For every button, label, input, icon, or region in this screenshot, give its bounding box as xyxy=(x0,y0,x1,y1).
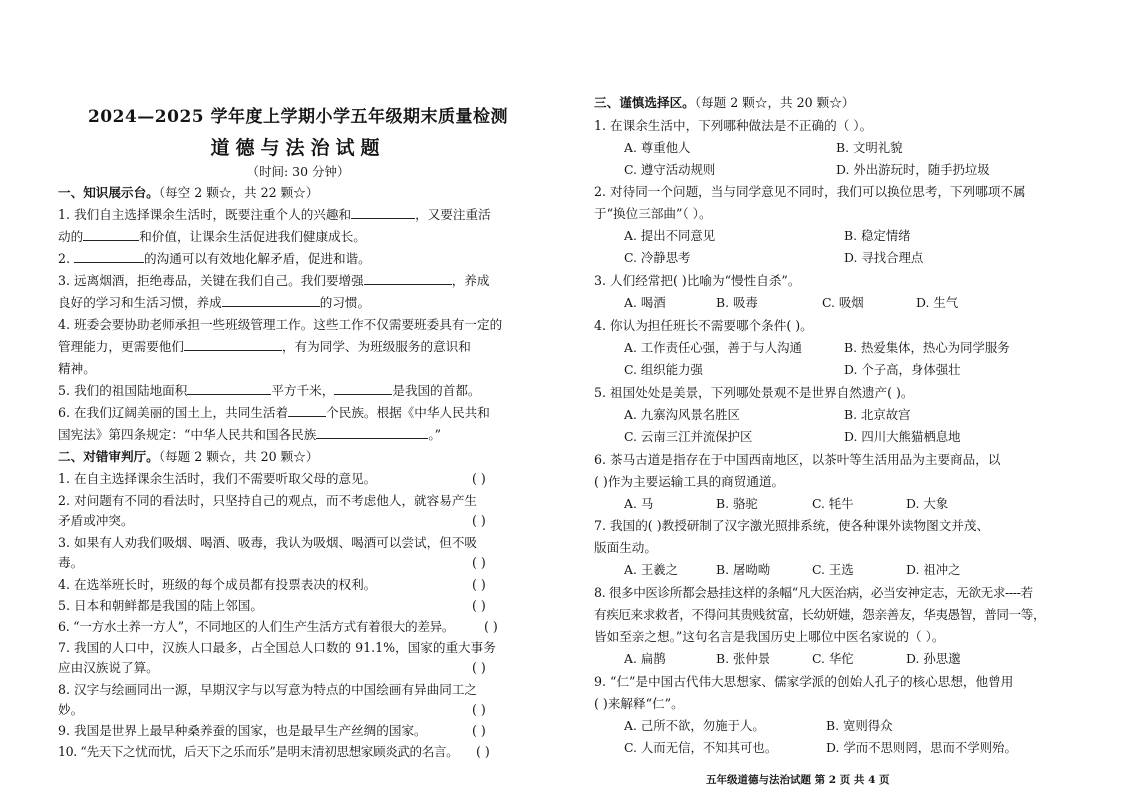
s1-line-1: 1. 我们自主选择课余生活时，既要注重个人的兴趣和 ，又要注重活 xyxy=(58,207,491,222)
option[interactable]: A. 九寨沟风景名胜区 xyxy=(624,407,740,422)
fill-blank[interactable] xyxy=(288,404,326,417)
s2-q3-cont: 毒。 xyxy=(58,555,84,570)
option[interactable]: B. 骆驼 xyxy=(716,496,758,511)
answer-paren[interactable]: ( ) xyxy=(476,744,490,759)
answer-paren[interactable]: ( ) xyxy=(472,555,486,570)
exam-title: 2024—2025 学年度上学期小学五年级期末质量检测 xyxy=(87,107,509,127)
s1-line-10: 6. 在我们辽阔美丽的国土上，共同生活着 个民族。根据《中华人民共和 xyxy=(58,405,490,420)
option[interactable]: A. 王羲之 xyxy=(624,562,678,577)
option[interactable]: B. 稳定情绪 xyxy=(844,228,911,243)
option[interactable]: D. 生气 xyxy=(916,295,959,310)
fill-blank[interactable] xyxy=(184,338,282,351)
section1-heading: 一、知识展示台。（每空 2 颗☆，共 22 颗☆） xyxy=(58,185,319,200)
fill-blank[interactable] xyxy=(74,250,144,263)
option[interactable]: A. 己所不欲，勿施于人。 xyxy=(624,718,765,733)
option[interactable]: B. 热爱集体，热心为同学服务 xyxy=(844,340,1010,355)
s2-q4: 4. 在选举班长时，班级的每个成员都有投票表决的权利。 xyxy=(58,577,377,592)
s1-line-9: 5. 我们的祖国陆地面积 平方千米， 是我国的首都。 xyxy=(58,383,481,398)
s2-q6: 6. “一方水土养一方人”，不同地区的人们生产生活方式有着很大的差异。 xyxy=(58,619,455,634)
s3-q8-cont2: 皆如至亲之想。”这句名言是我国历史上哪位中医名家说的（ ）。 xyxy=(594,629,945,644)
answer-paren[interactable]: ( ) xyxy=(472,723,486,738)
option[interactable]: C. 王选 xyxy=(812,562,854,577)
option[interactable]: D. 大象 xyxy=(906,496,949,511)
page-footer: 五年级道德与法治试题 第 2 页 共 4 页 xyxy=(706,774,890,786)
s3-q2: 2. 对待同一个问题，当与同学意见不同时，我们可以换位思考，下列哪项不属 xyxy=(594,184,1026,199)
option[interactable]: C. 人而无信，不知其可也。 xyxy=(624,740,778,755)
option[interactable]: D. 孙思邈 xyxy=(906,651,961,666)
answer-paren[interactable]: ( ) xyxy=(472,598,486,613)
time-limit: （时间: 30 分钟） xyxy=(246,164,350,179)
option[interactable]: A. 喝酒 xyxy=(624,295,666,310)
s3-q2-cont: 于“换位三部曲”（ ）。 xyxy=(594,206,712,221)
fill-blank[interactable] xyxy=(351,206,415,219)
answer-paren[interactable]: ( ) xyxy=(484,619,498,634)
section2-heading: 二、对错审判厅。（每题 2 颗☆，共 20 颗☆） xyxy=(58,449,319,464)
s3-q1: 1. 在课余生活中，下列哪种做法是不正确的（ ）。 xyxy=(594,118,873,133)
section3-heading: 三、谨慎选择区。（每题 2 颗☆，共 20 颗☆） xyxy=(594,95,855,110)
option[interactable]: C. 组织能力强 xyxy=(624,362,703,377)
s2-q7: 7. 我国的人口中，汉族人口最多，占全国总人口数的 91.1%，国家的重大事务 xyxy=(58,640,496,655)
s2-q10: 10. “先天下之忧而忧，后天下之乐而乐”是明末清初思想家顾炎武的名言。 xyxy=(58,744,459,759)
s1-line-11: 国宪法》第四条规定：“中华人民共和国各民族 。” xyxy=(58,427,442,442)
s1-line-4: 3. 远离烟酒，拒绝毒品，关键在我们自己。我们要增强 ，养成 xyxy=(58,273,490,288)
s3-q8: 8. 很多中医诊所都会悬挂这样的条幅“凡大医治病，必当安神定志，无欲无求----若 xyxy=(594,585,1033,600)
option[interactable]: C. 华佗 xyxy=(812,651,854,666)
s2-q5: 5. 日本和朝鲜都是我国的陆上邻国。 xyxy=(58,598,263,613)
s1-line-2: 动的 和价值，让课余生活促进我们健康成长。 xyxy=(58,229,366,244)
option[interactable]: A. 提出不同意见 xyxy=(624,228,716,243)
s1-line-7: 管理能力，更需要他们 ，有为同学、为班级服务的意识和 xyxy=(58,339,471,354)
option[interactable]: A. 尊重他人 xyxy=(624,140,691,155)
s3-q7-cont: 版面生动。 xyxy=(594,540,657,555)
s3-q7: 7. 我国的( )教授研制了汉字激光照排系统，使各种课外读物图文并茂、 xyxy=(594,518,990,533)
s1-line-3: 2. 的沟通可以有效地化解矛盾，促进和谐。 xyxy=(58,251,371,266)
fill-blank[interactable] xyxy=(83,228,139,241)
fill-blank[interactable] xyxy=(364,272,452,285)
s2-q9: 9. 我国是世界上最早种桑养蚕的国家，也是最早生产丝绸的国家。 xyxy=(58,723,427,738)
s3-q6-cont: ( )作为主要运输工具的商贸通道。 xyxy=(594,474,785,489)
option[interactable]: B. 吸毒 xyxy=(716,295,758,310)
s2-q8-cont: 妙。 xyxy=(58,702,84,717)
s3-q8-cont1: 有疾厄来求救者，不得问其贵贱贫富，长幼妍媸，怨亲善友，华夷愚智，普同一等， xyxy=(594,607,1046,622)
option[interactable]: B. 张仲景 xyxy=(716,651,771,666)
option[interactable]: D. 祖冲之 xyxy=(906,562,961,577)
answer-paren[interactable]: ( ) xyxy=(472,471,486,486)
fill-blank[interactable] xyxy=(334,382,392,395)
option[interactable]: D. 四川大熊猫栖息地 xyxy=(844,429,961,444)
option[interactable]: C. 吸烟 xyxy=(822,295,864,310)
s1-line-6: 4. 班委会要协助老师承担一些班级管理工作。这些工作不仅需要班委具有一定的 xyxy=(58,317,503,332)
s1-line-5: 良好的学习和生活习惯，养成 的习惯。 xyxy=(58,295,371,310)
option[interactable]: D. 个子高，身体强壮 xyxy=(844,362,961,377)
subject-title: 道德与法治试题 xyxy=(210,137,386,159)
option[interactable]: A. 扁鹊 xyxy=(624,651,666,666)
fill-blank[interactable] xyxy=(316,426,428,439)
option[interactable]: B. 屠呦呦 xyxy=(716,562,771,577)
answer-paren[interactable]: ( ) xyxy=(472,513,486,528)
option[interactable]: A. 工作责任心强，善于与人沟通 xyxy=(624,340,802,355)
option[interactable]: D. 寻找合理点 xyxy=(844,250,924,265)
s2-q2-cont: 矛盾或冲突。 xyxy=(58,513,134,528)
option[interactable]: B. 宽则得众 xyxy=(826,718,893,733)
option[interactable]: D. 学而不思则罔，思而不学则殆。 xyxy=(826,740,1017,755)
option[interactable]: B. 文明礼貌 xyxy=(836,140,903,155)
option[interactable]: A. 马 xyxy=(624,496,654,511)
s3-q4: 4. 你认为担任班长不需要哪个条件( )。 xyxy=(594,318,813,333)
option[interactable]: C. 遵守活动规则 xyxy=(624,162,716,177)
s1-line-8: 精神。 xyxy=(58,361,96,376)
s3-q3: 3. 人们经常把( )比喻为“慢性自杀”。 xyxy=(594,273,801,288)
option[interactable]: B. 北京故宫 xyxy=(844,407,911,422)
s2-q3: 3. 如果有人劝我们吸烟、喝酒、吸毒，我认为吸烟、喝酒可以尝试，但不吸 xyxy=(58,535,478,550)
s3-q6: 6. 茶马古道是指存在于中国西南地区，以茶叶等生活用品为主要商品，以 xyxy=(594,452,1001,467)
s3-q9-cont: ( )来解释“仁”。 xyxy=(594,696,684,711)
answer-paren[interactable]: ( ) xyxy=(472,577,486,592)
option[interactable]: C. 牦牛 xyxy=(812,496,854,511)
option[interactable]: C. 冷静思考 xyxy=(624,250,691,265)
option[interactable]: C. 云南三江并流保护区 xyxy=(624,429,753,444)
fill-blank[interactable] xyxy=(187,382,271,395)
s2-q2: 2. 对问题有不同的看法时，只坚持自己的观点，而不考虑他人，就容易产生 xyxy=(58,493,478,508)
option[interactable]: D. 外出游玩时，随手扔垃圾 xyxy=(836,162,990,177)
answer-paren[interactable]: ( ) xyxy=(472,660,486,675)
s2-q7-cont: 应由汉族说了算。 xyxy=(58,660,159,675)
s2-q8: 8. 汉字与绘画同出一源，早期汉字与以写意为特点的中国绘画有异曲同工之 xyxy=(58,682,478,697)
answer-paren[interactable]: ( ) xyxy=(472,702,486,717)
s3-q9: 9. “仁”是中国古代伟大思想家、儒家学派的创始人孔子的核心思想，他曾用 xyxy=(594,674,1014,689)
s2-q1: 1. 在自主选择课余生活时，我们不需要听取父母的意见。 xyxy=(58,471,377,486)
s3-q5: 5. 祖国处处是美景，下列哪处景观不是世界自然遗产( )。 xyxy=(594,385,914,400)
fill-blank[interactable] xyxy=(222,294,320,307)
